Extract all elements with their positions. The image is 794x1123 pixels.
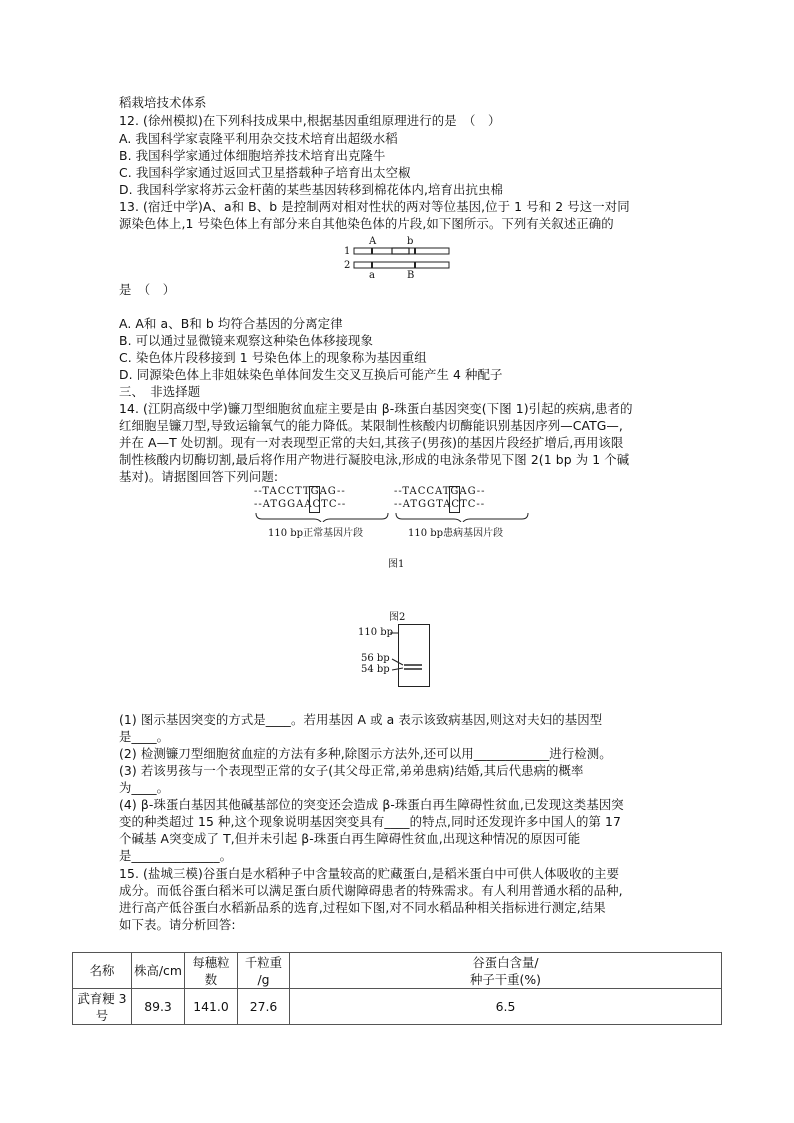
q12-option-d: D. 我国科学家将苏云金杆菌的某些基因转移到棉花体内,培育出抗虫棉 [119,182,503,197]
header-name: 名称 [73,953,132,989]
label-56bp: 56 bp [361,653,390,664]
chromosome-1-number: 1 [344,246,351,257]
chromosome-2-number: 2 [344,260,351,271]
label-54bp: 54 bp [361,664,390,675]
q14-sub-4: (4) β-珠蛋白基因其他碱基部位的突变还会造成 β-珠蛋白再生障碍性贫血,已发现这类基因突 [119,797,624,812]
q13-option-d: D. 同源染色体上非姐妹染色单体间发生交叉互换后可能产生 4 种配子 [119,367,503,382]
table-header-row [73,953,722,989]
q14-sub-1-cont: 是____。 [119,729,170,744]
normal-seq-top: --TACCTTGAG-- [254,486,346,497]
cell-height: 89.3 [132,989,185,1025]
label-110bp: 110 bp [358,627,394,638]
header-weight: 千粒重 /g [238,953,290,989]
gel-diagram [358,624,438,688]
question-15-stem: 如下表。请分析回答: [119,917,236,932]
q14-sub-1: (1) 图示基因突变的方式是____。若用基因 A 或 a 表示该致病基因,则这对夫妇的基因型 [119,712,603,727]
q12-option-a: A. 我国科学家袁隆平利用杂交技术培育出超级水稻 [119,131,398,146]
disease-seq-bottom: --ATGGTACTC-- [394,499,486,510]
question-15-stem: 15. (盐城三模)谷蛋白是水稻种子中含量较高的贮藏蛋白,是稻米蛋白中可供人体吸收的主要 [119,866,620,881]
figure-1-caption: 图1 [388,559,405,570]
chromosome-bars [353,246,451,272]
question-13-stem: 13. (宿迁中学)A、a和 B、b 是控制两对相对性状的两对等位基因,位于 1 号和 2 号这一对同 [119,199,630,214]
question-15-stem: 成分。而低谷蛋白稻米可以满足蛋白质代谢障碍患者的特殊需求。有人利用普通水稻的品种, [119,883,623,898]
section-heading: 三、 非选择题 [119,384,201,399]
header-grains: 每穗粒 数 [185,953,238,989]
q13-option-c: C. 染色体片段移接到 1 号染色体上的现象称为基因重组 [119,350,427,365]
question-14-stem: 14. (江阴高级中学)镰刀型细胞贫血症主要是由 β-珠蛋白基因突变(下图 1)引起的疾病,患者的 [119,401,633,416]
figure-1 [252,486,542,546]
chromosome-figure [344,237,454,283]
q14-sub-4-cont: 是______________。 [119,848,233,863]
q14-sub-3-cont: 为____。 [119,780,170,795]
cell-name: 武育粳 3 号 [73,989,132,1025]
figure-2-gel [358,624,438,688]
normal-fragment-label: 110 bp正常基因片段 [268,528,364,539]
question-12-stem: 12. (徐州模拟)在下列科技成果中,根据基因重组原理进行的是 （ ） [119,113,501,128]
allele-label-A: A [369,236,377,247]
question-14-stem: 制性核酸内切酶切割,最后将作用产物进行凝胶电泳,形成的电泳条带见下图 2(1 bp 为 1 个碱 [119,452,630,467]
q12-option-b: B. 我国科学家通过体细胞培养技术培育出克隆牛 [119,148,386,163]
question-13-stem-end: 是 （ ） [119,282,176,297]
q14-sub-3: (3) 若该男孩与一个表现型正常的女子(其父母正常,弟弟患病)结婚,其后代患病的概率 [119,763,584,778]
cell-weight: 27.6 [238,989,290,1025]
table-row [73,989,722,1025]
figure-2-caption: 图2 [389,612,406,623]
question-14-stem: 红细胞呈镰刀型,导致运输氧气的能力降低。某限制性核酸内切酶能识别基因序列—CATG—, [119,418,623,433]
allele-label-b: b [407,236,414,247]
q13-option-b: B. 可以通过显微镜来观察这种染色体移接现象 [119,333,373,348]
q14-sub-2: (2) 检测镰刀型细胞贫血症的方法有多种,除图示方法外,还可以用____________进行检测。 [119,746,612,761]
figure-1-marks [252,486,542,522]
allele-label-a: a [369,270,375,281]
disease-seq-top: --TACCATGAG-- [394,486,486,497]
question-13-stem-cont: 源染色体上,1 号染色体上有部分来自其他染色体的片段,如下图所示。下列有关叙述正确的 [119,216,614,231]
question-15-stem: 进行高产低谷蛋白水稻新品系的选育,过程如下图,对不同水稻品种相关指标进行测定,结果 [119,900,606,915]
header-height: 株高/cm [132,953,185,989]
allele-label-B: B [407,270,415,281]
q14-sub-4-cont: 变的种类超过 15 种,这个现象说明基因突变具有____的特点,同时还发现许多中国人的第 17 [119,814,621,829]
rice-variety-table [72,952,722,1025]
q13-option-a: A. A和 a、B和 b 均符合基因的分离定律 [119,316,343,331]
question-14-stem: 基对)。请据图回答下列问题: [119,469,279,484]
text-line: 稻栽培技术体系 [119,95,207,110]
cell-protein: 6.5 [290,989,722,1025]
disease-fragment-label: 110 bp患病基因片段 [408,528,504,539]
q12-option-c: C. 我国科学家通过返回式卫星搭载种子培育出太空椒 [119,165,411,180]
question-14-stem: 并在 A—T 处切割。现有一对表现型正常的夫妇,其孩子(男孩)的基因片段经扩增后,再用该限 [119,435,624,450]
normal-seq-bottom: --ATGGAACTC-- [254,499,347,510]
q14-sub-4-cont: 个碱基 A突变成了 T,但并未引起 β-珠蛋白再生障碍性贫血,出现这种情况的原因可能 [119,831,581,846]
cell-grains: 141.0 [185,989,238,1025]
header-protein: 谷蛋白含量/ 种子干重(%) [290,953,722,989]
